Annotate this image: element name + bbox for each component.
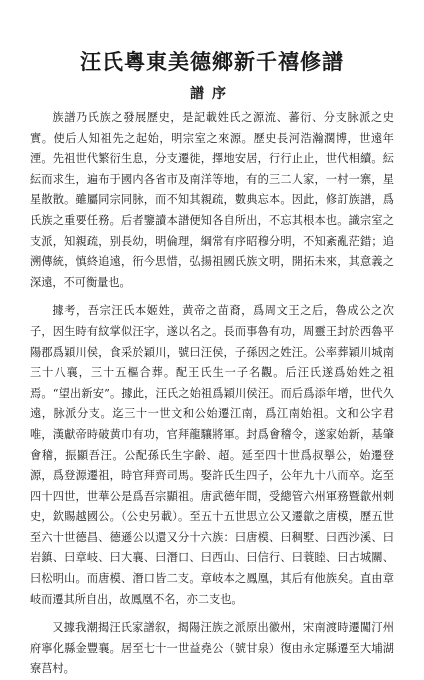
preface-heading: 譜序 (190, 86, 234, 102)
preface-body (30, 108, 394, 680)
paragraph-migration: 又據我潮揭汪氏家譜叙，揭陽汪族之派原出徽州，宋南渡時遷闖汀州府寧化縣金豐襄。居至七十一世益堯公（號甘泉）復由永定縣遷至大埔湖寮莒村。 (30, 621, 394, 676)
paragraph-intro: 族譜乃氏族之發展歷史，是記載姓氏之源流、蕃衍、分支脉派之史實。使后人知祖先之起始，明宗室之來源。歷史長河浩瀚濶博，世遠年湮。先祖世代繁衍生息，分支遷徙，擇地安居，行行止止，世代相續。紜紜而求生，遍布于國内各省市及南洋等地，有的三二人家，一村一寨，星星散散。雖屬同宗同脉，而不知其親疏，數典忘本。因此，修訂族譜，爲氏族之重要任務。后者鑒讀本譜便知各自所出，不忘其根本也。識宗室之支派，知親疏，别長幼，明倫理，綱常有序昭穆分明，不知紊亂茫錯；追溯傳統，慎終追遠，衎今思惜，弘揚祖國氏族文明，開拓未來，其意義之深遠，不可衡量也。 (30, 111, 394, 289)
paragraph-origin: 據考，吾宗汪氏本姬姓，黄帝之苗裔，爲周文王之后，魯成公之次子，因生時有紋掌似汪字，遂以名之。長而事魯有功，周靈王封於西魯平陽郡爲穎川侯，食采於穎川，號曰汪侯，子孫因之姓汪。公率葬穎川城南三十八襄，三十五樞合葬。配王氏生一子名觀。后汪氏遂爲始姓之祖焉。“望出新安”。據此，汪氏之始祖爲穎川侯汪。而后爲添年增，世代久遠，脉派分支。迄三十一世文和公始遷江南，爲江南始祖。文和公字君唯，漢獻帝時破黄巾有功，官拜龍驤將軍。封爲會稽令，遂家始新，基肇會稽，振顯吾汪。公配孫氏生字齡、超。延至四十世爲叔擧公，始遷登源，爲登源遷祖，時官拜齊司馬。娶許氏生四子，公年九十八而卒。迄至四十四世，世華公是爲吾宗顯祖。唐武德年間，受總管六州軍務暨歙州刺史，欽賜越國公。（公史另載）。至五十五世思立公又遷歙之唐模，歷五世至六十世德昌、德遜公以還又分十六族：曰唐模、曰稠墅、曰西沙溪、曰岩鎮、曰章岐、曰大襄、曰潛口、曰西山、曰信行、曰蓑睦、曰古城關、曰松明山。而唐模、潛口皆二支。章岐本之鳳凰，其后有他族矣。直由章岐而遷其所自出，故鳳凰不名，亦二支也。 (30, 304, 394, 606)
document-title: 汪氏粵東美德鄉新千禧修譜 (80, 49, 344, 74)
